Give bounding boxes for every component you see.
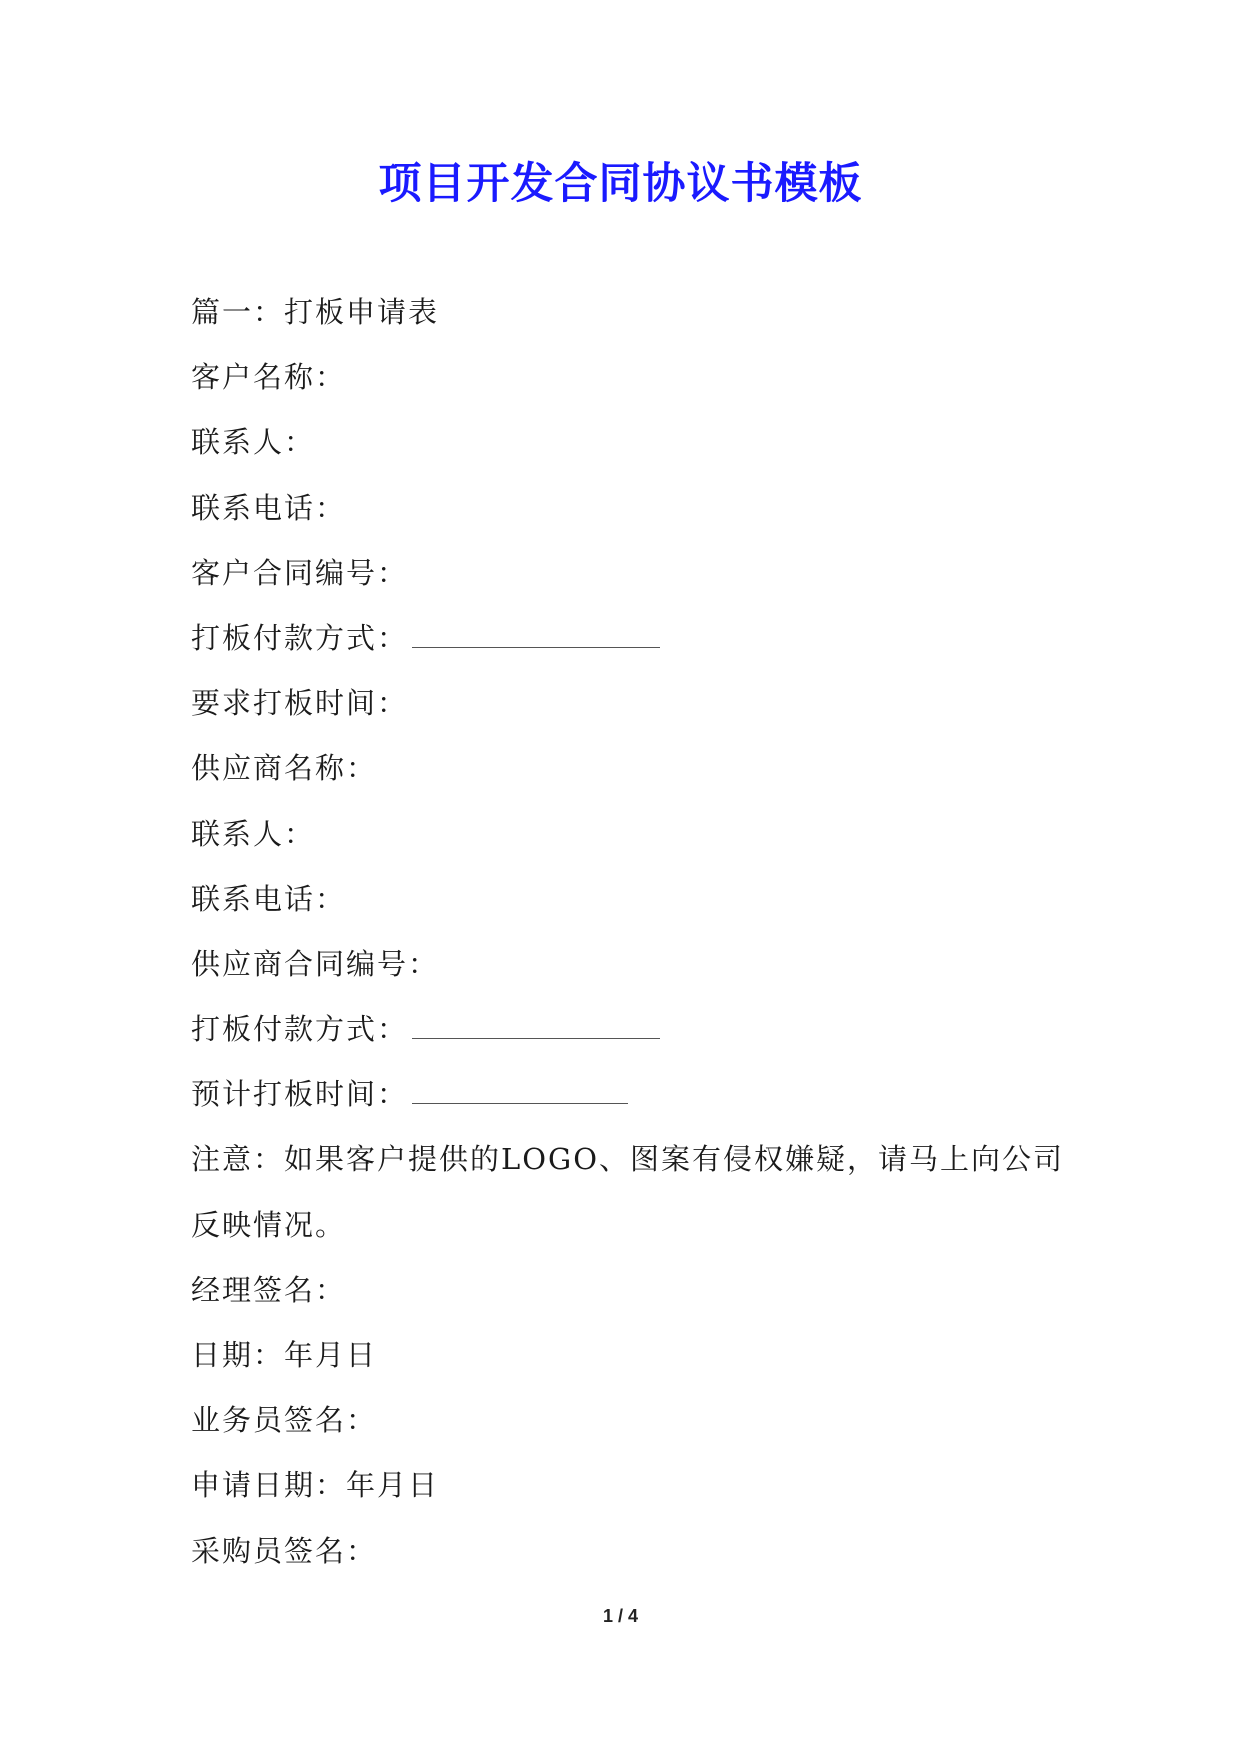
- document-body: [191, 292, 1071, 1596]
- field-supplier-payment-method: 打板付款方式：: [191, 1009, 1071, 1074]
- field-date: 日期：年月日: [191, 1338, 378, 1372]
- field-customer-payment-method: 打板付款方式：: [191, 618, 1071, 683]
- field-required-time: 要求打板时间：: [191, 686, 409, 721]
- field-customer-phone: 联系电话：: [191, 490, 347, 525]
- field-customer-name: 客户名称：: [191, 360, 347, 395]
- field-supplier-contact: 联系人：: [191, 816, 316, 851]
- document-title: 项目开发合同协议书模板: [378, 159, 863, 209]
- fill-in-blank[interactable]: [412, 1079, 628, 1104]
- field-customer-contract-no: 客户合同编号：: [191, 555, 409, 590]
- field-manager-signature: 经理签名：: [191, 1272, 347, 1307]
- fill-in-blank[interactable]: [412, 623, 660, 648]
- page-number: 1 / 4: [602, 1606, 639, 1626]
- field-salesperson-signature: 业务员签名：: [191, 1403, 378, 1438]
- field-estimated-time: 预计打板时间：: [191, 1074, 1071, 1139]
- field-buyer-signature: 采购员签名：: [191, 1533, 378, 1568]
- field-customer-contact: 联系人：: [191, 425, 316, 460]
- notice-line-2: 反映情况。: [191, 1207, 347, 1242]
- section-heading: 篇一：打板申请表: [191, 295, 440, 329]
- field-supplier-name: 供应商名称：: [191, 751, 378, 786]
- field-application-date: 申请日期：年月日: [191, 1468, 440, 1503]
- notice-line-1: 注意：如果客户提供的LOGO、图案有侵权嫌疑，请马上向公司: [191, 1142, 1064, 1177]
- field-supplier-phone: 联系电话：: [191, 881, 347, 916]
- field-supplier-contract-no: 供应商合同编号：: [191, 946, 440, 981]
- fill-in-blank[interactable]: [412, 1014, 660, 1039]
